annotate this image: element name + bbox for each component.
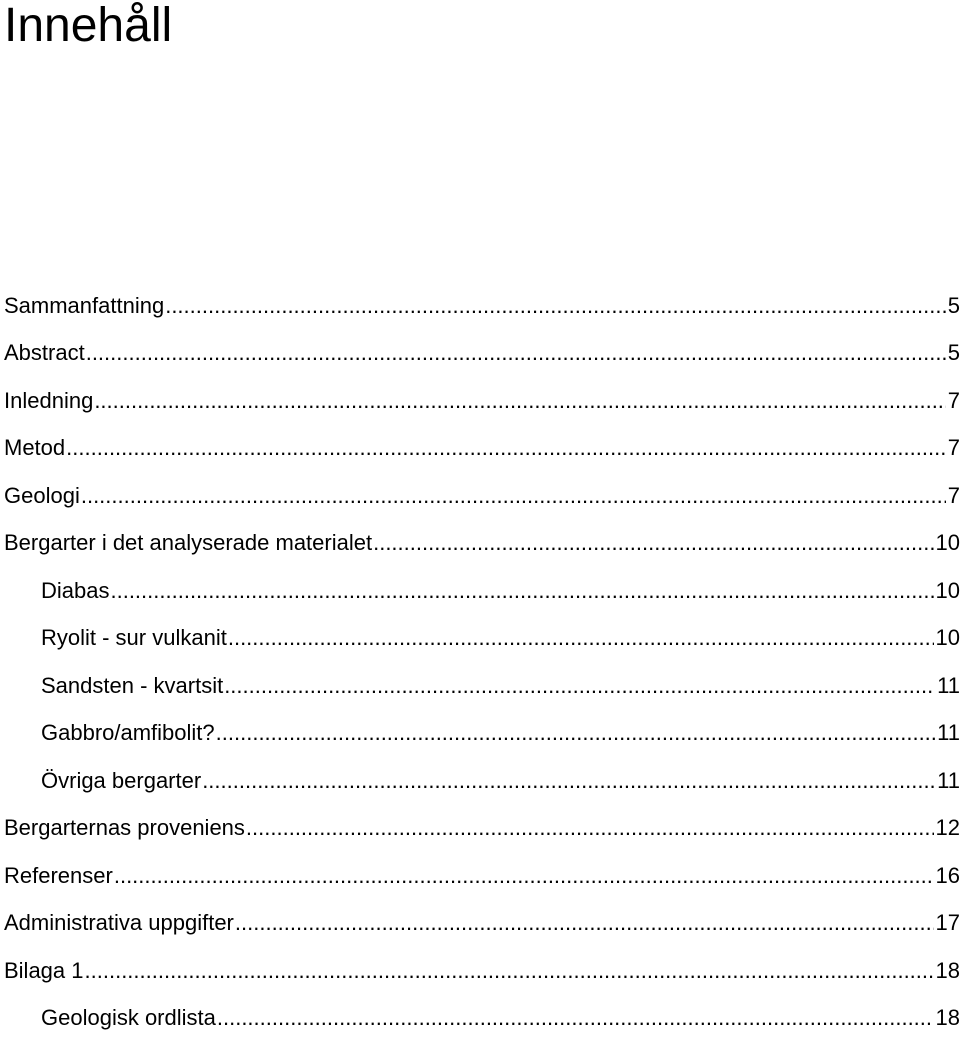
toc-entry-sammanfattning[interactable] bbox=[0, 282, 960, 330]
toc-entry-page: 10 bbox=[936, 530, 960, 556]
dot-leader bbox=[94, 388, 945, 414]
toc-entry-title: Geologisk ordlista bbox=[41, 1005, 216, 1031]
dot-leader bbox=[373, 530, 933, 556]
toc-entry-title: Gabbro/amfibolit? bbox=[41, 720, 215, 746]
toc-entry-page: 7 bbox=[948, 435, 960, 461]
toc-entry-title: Sandsten - kvartsit bbox=[41, 673, 223, 699]
dot-leader bbox=[216, 720, 936, 746]
toc-entry-page: 18 bbox=[936, 1005, 960, 1031]
toc-entry-administrativa[interactable] bbox=[0, 900, 960, 948]
toc-entry-page: 7 bbox=[948, 388, 960, 414]
toc-entry-ryolit[interactable] bbox=[0, 615, 960, 663]
toc-entry-title: Abstract bbox=[4, 340, 85, 366]
toc-entry-title: Metod bbox=[4, 435, 65, 461]
toc-entry-page: 5 bbox=[948, 293, 960, 319]
toc-entry-metod[interactable] bbox=[0, 425, 960, 473]
toc-entry-title: Bergarternas proveniens bbox=[4, 815, 245, 841]
toc-entry-page: 18 bbox=[936, 958, 960, 984]
dot-leader bbox=[110, 578, 933, 604]
dot-leader bbox=[81, 483, 946, 509]
toc-entry-title: Bilaga 1 bbox=[4, 958, 84, 984]
toc-entry-title: Övriga bergarter bbox=[41, 768, 201, 794]
toc-entry-page: 16 bbox=[936, 863, 960, 889]
toc-entry-page: 10 bbox=[936, 625, 960, 651]
toc-entry-ovriga[interactable] bbox=[0, 757, 960, 805]
toc-entry-referenser[interactable] bbox=[0, 852, 960, 900]
toc-entry-title: Diabas bbox=[41, 578, 109, 604]
dot-leader bbox=[202, 768, 935, 794]
dot-leader bbox=[165, 293, 946, 319]
toc-entry-diabas[interactable] bbox=[0, 567, 960, 615]
dot-leader bbox=[224, 673, 935, 699]
toc-entry-page: 12 bbox=[936, 815, 960, 841]
toc-entry-page: 5 bbox=[948, 340, 960, 366]
toc-entry-title: Sammanfattning bbox=[4, 293, 164, 319]
toc-entry-bilaga-1[interactable] bbox=[0, 947, 960, 995]
toc-entry-title: Inledning bbox=[4, 388, 93, 414]
toc-entry-title: Ryolit - sur vulkanit bbox=[41, 625, 227, 651]
toc-entry-page: 17 bbox=[936, 910, 960, 936]
toc-entry-title: Administrativa uppgifter bbox=[4, 910, 234, 936]
toc-entry-page: 11 bbox=[937, 720, 960, 746]
toc-entry-gabbro[interactable] bbox=[0, 710, 960, 758]
dot-leader bbox=[66, 435, 946, 461]
toc-entry-bergarter[interactable] bbox=[0, 520, 960, 568]
dot-leader bbox=[217, 1005, 934, 1031]
table-of-contents bbox=[0, 282, 960, 1042]
dot-leader bbox=[114, 863, 934, 889]
toc-entry-title: Geologi bbox=[4, 483, 80, 509]
toc-entry-proveniens[interactable] bbox=[0, 805, 960, 853]
toc-entry-ordlista[interactable] bbox=[0, 995, 960, 1042]
dot-leader bbox=[246, 815, 934, 841]
toc-entry-geologi[interactable] bbox=[0, 472, 960, 520]
toc-entry-page: 11 bbox=[937, 673, 960, 699]
toc-entry-title: Referenser bbox=[4, 863, 113, 889]
toc-entry-inledning[interactable] bbox=[0, 377, 960, 425]
toc-entry-sandsten[interactable] bbox=[0, 662, 960, 710]
toc-entry-page: 7 bbox=[948, 483, 960, 509]
dot-leader bbox=[235, 910, 934, 936]
toc-entry-page: 10 bbox=[936, 578, 960, 604]
toc-entry-title: Bergarter i det analyserade materialet bbox=[4, 530, 372, 556]
dot-leader bbox=[228, 625, 934, 651]
toc-entry-page: 11 bbox=[937, 768, 960, 794]
page-title: Innehåll bbox=[4, 0, 172, 56]
dot-leader bbox=[86, 340, 946, 366]
toc-entry-abstract[interactable] bbox=[0, 330, 960, 378]
dot-leader bbox=[85, 958, 934, 984]
